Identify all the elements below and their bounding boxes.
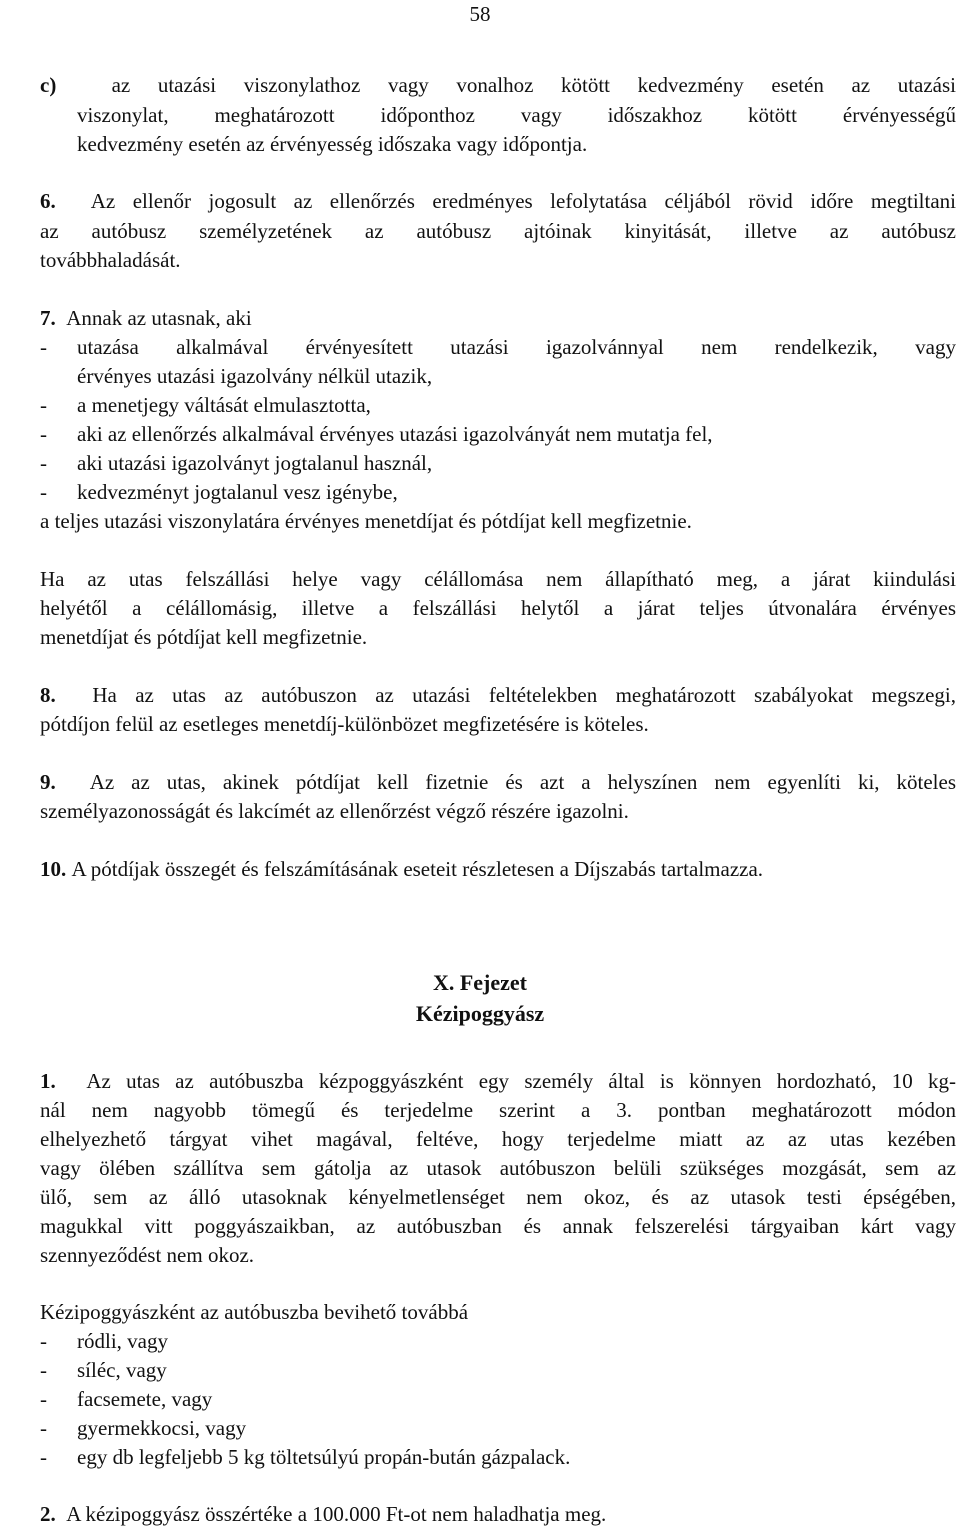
item-7-conclusion: a teljes utazási viszonylatára érvényes menetdíjat és pótdíjat kell megfizetnie.	[40, 509, 692, 533]
page-number: 58	[469, 2, 491, 26]
item-6-line-3: továbbhaladását.	[40, 248, 181, 272]
allowed-item-3: - facsemete, vagy	[40, 1387, 213, 1411]
item-10-line: 10. A pótdíjak összegét és felszámításának eseteit részletesen a Díjszabás tartalmazza.	[40, 857, 764, 881]
ch-item-1-line-1: 1. Az utas az autóbuszba kézpoggyászként egy személy által is könnyen hordozható, 10 kg-	[40, 1069, 956, 1093]
item-6-line-2: az autóbusz személyzetének az autóbusz ajtóinak kinyitását, illetve az autóbusz	[40, 219, 956, 243]
item-9-line-2: személyazonosságát és lakcímét az ellenőrzést végző részére igazolni.	[40, 799, 629, 823]
item-7-paragraph-line-1: Ha az utas felszállási helye vagy célállomása nem állapítható meg, a járat kiindulási	[40, 567, 956, 591]
item-c-marker: c)	[40, 73, 57, 97]
item-c-line-3: kedvezmény esetén az érvényesség időszaka vagy időpontja.	[77, 132, 588, 156]
chapter-title: Kézipoggyász	[415, 1001, 545, 1026]
ch-item-1-line-6: magukkal vitt poggyászaikban, az autóbuszban és annak felszerelési tárgyaiban kárt vagy	[40, 1214, 956, 1238]
allowed-item-2: - síléc, vagy	[40, 1358, 167, 1382]
item-10-marker: 10.	[40, 857, 67, 881]
ch-item-1-marker: 1.	[40, 1069, 56, 1093]
item-c-line-2: viszonylat, meghatározott időponthoz vagy időszakhoz kötött érvényességű	[77, 103, 956, 127]
item-7-bullet-1: - utazása alkalmával érvényesített utazási igazolvánnyal nem rendelkezik, vagy	[40, 335, 956, 359]
item-7-bullet-1-cont: érvényes utazási igazolvány nélkül utazik,	[77, 364, 433, 388]
item-8-line-1: 8. Ha az utas az autóbuszon az utazási feltételekben meghatározott szabályokat megszegi,	[40, 683, 956, 707]
allowed-item-5: - egy db legfeljebb 5 kg töltetsúlyú propán-bután gázpalack.	[40, 1445, 571, 1469]
item-9-marker: 9.	[40, 770, 56, 794]
item-6-marker: 6.	[40, 189, 56, 213]
ch-item-2-line: 2. A kézipoggyász összértéke a 100.000 Ft-ot nem haladhatja meg.	[40, 1502, 607, 1526]
ch-item-2-marker: 2.	[40, 1502, 56, 1526]
item-7-bullet-2: - a menetjegy váltását elmulasztotta,	[40, 393, 371, 417]
item-6-line-1: 6. Az ellenőr jogosult az ellenőrzés eredményes lefolytatása céljából rövid időre megtiltani	[40, 189, 957, 213]
item-7-paragraph-line-2: helyétől a célállomásig, illetve a felszállási helytől a járat teljes útvonalára érvényes	[40, 596, 956, 620]
ch-item-1-line-2: nál nem nagyobb tömegű és terjedelme szerint a 3. pontban meghatározott módon	[40, 1098, 956, 1122]
ch-item-1-line-7: szennyeződést nem okoz.	[40, 1243, 255, 1267]
ch-item-1-line-4: vagy ölében szállítva sem gátolja az utasok autóbuszon belüli szükséges mozgását, sem az	[40, 1156, 956, 1180]
ch-item-1-allowed-intro: Kézipoggyászként az autóbuszba bevihető továbbá	[40, 1300, 469, 1324]
item-7-marker: 7.	[40, 306, 56, 330]
item-8-line-2: pótdíjon felül az esetleges menetdíj-különbözet megfizetésére is köteles.	[40, 712, 649, 736]
item-7-bullet-4: - aki utazási igazolványt jogtalanul használ,	[40, 451, 433, 475]
item-7-bullet-3: - aki az ellenőrzés alkalmával érvényes utazási igazolványát nem mutatja fel,	[40, 422, 713, 446]
ch-item-1-line-3: elhelyezhető tárgyat vihet magával, feltéve, hogy terjedelme miatt az az utas kezében	[40, 1127, 956, 1151]
item-7-intro: 7. Annak az utasnak, aki	[40, 306, 252, 330]
item-8-marker: 8.	[40, 683, 56, 707]
item-7-bullet-5: - kedvezményt jogtalanul vesz igénybe,	[40, 480, 398, 504]
ch-item-1-line-5: ülő, sem az álló utasoknak kényelmetlenséget nem okoz, és az utasok testi épségében,	[40, 1185, 956, 1209]
allowed-item-1: - ródli, vagy	[40, 1329, 168, 1353]
item-9-line-1: 9. Az az utas, akinek pótdíjat kell fizetnie és azt a helyszínen nem egyenlíti ki, köteles	[40, 770, 957, 794]
item-c-line-1: c) az utazási viszonylathoz vagy vonalhoz kötött kedvezmény esetén az utazási	[40, 73, 957, 97]
allowed-item-4: - gyermekkocsi, vagy	[40, 1416, 247, 1440]
item-7-paragraph-line-3: menetdíjat és pótdíjat kell megfizetnie.	[40, 625, 368, 649]
chapter-number: X. Fejezet	[432, 970, 528, 995]
